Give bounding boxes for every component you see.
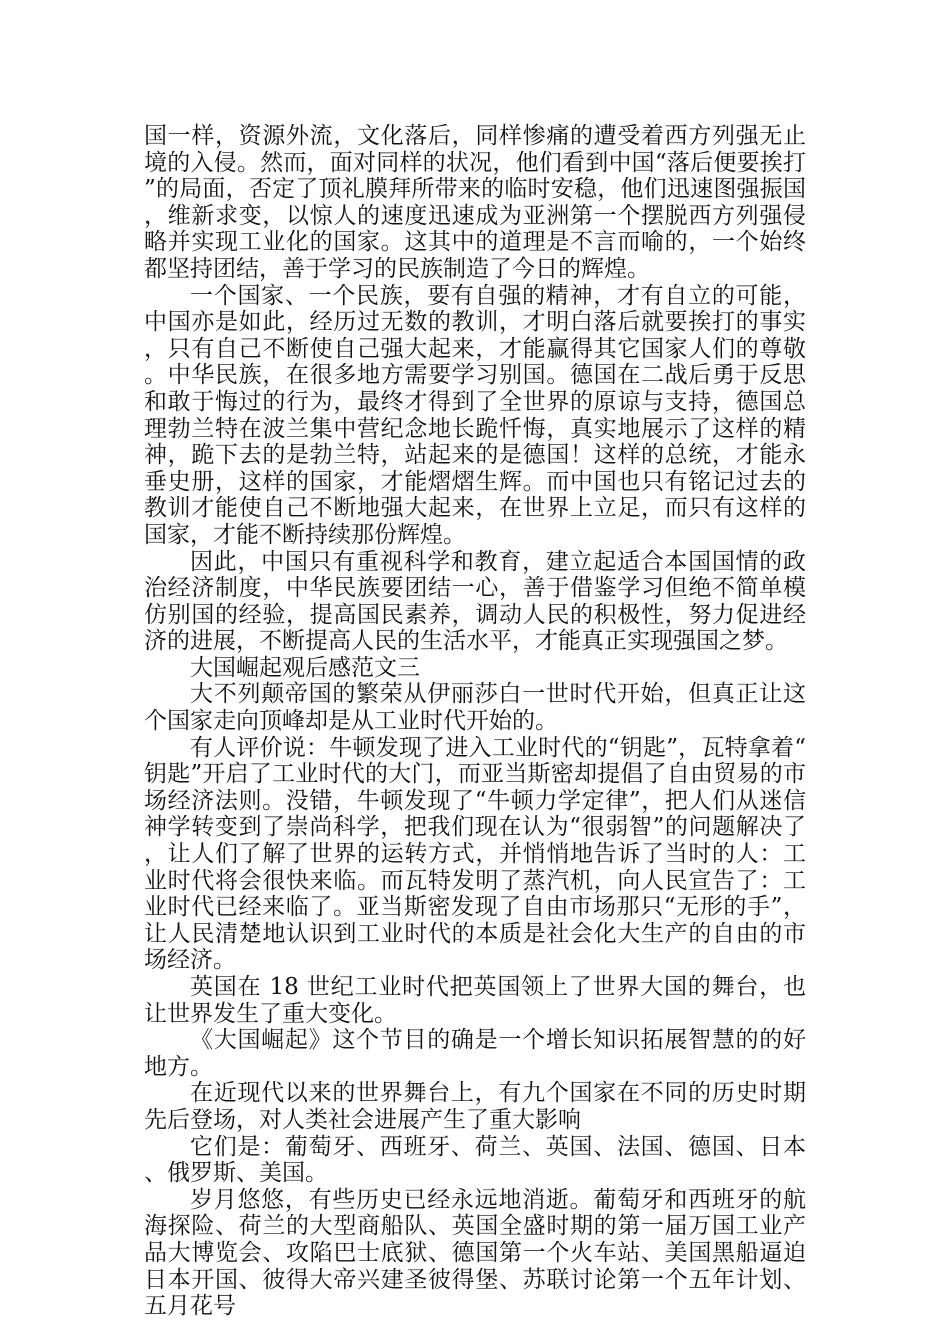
paragraph-2: 一个国家、一个民族，要有自强的精神，才有自立的可能，中国亦是如此，经历过无数的教训，才明白落后就要挨打的事实，只有自己不断使自己强大起来，才能赢得其它国家人们的尊敬。中华民族，在很多地方需要学习别国。德国在二战后勇于反思和敢于悔过的行为，最终才得到了全世界的原谅与支持，德国总理勃兰特在波兰集中营纪念地长跪忏悔，真实地展示了这样的精神，跪下去的是勃兰特，站起来的是德国！这样的总统，才能永垂史册，这样的国家，才能熠熠生辉。而中国也只有铭记过去的教训才能使自己不断地强大起来，在世界上立足，而只有这样的国家，才能不断持续那份辉煌。 (144, 282, 806, 548)
section-heading: 大国崛起观后感范文三 (190, 654, 420, 681)
paragraph-1: 国一样，资源外流，文化落后，同样惨痛的遭受着西方列强无止境的入侵。然而，面对同样的状况，他们看到中国“落后便要挨打”的局面，否定了顶礼膜拜所带来的临时安稳，他们迅速图强振国，维新求变，以惊人的速度迅速成为亚洲第一个摆脱西方列强侵略并实现工业化的国家。这其中的道理是不言而喻的，一个始终都坚持团结，善于学习的民族制造了今日的辉煌。 (144, 123, 806, 282)
paragraph-11: 岁月悠悠，有些历史已经永远地消逝。葡萄牙和西班牙的航海探险、荷兰的大型商船队、英国全盛时期的第一届万国工业产品大博览会、攻陷巴士底狱、德国第一个火车站、美国黑船逼迫日本开国、彼得大帝兴建圣彼得堡、苏联讨论第一个五年计划、五月花号 (144, 1186, 806, 1320)
document-body (144, 123, 806, 1320)
paragraph-9: 在近现代以来的世界舞台上，有九个国家在不同的历史时期先后登场，对人类社会进展产生了重大影响 (144, 1080, 806, 1133)
paragraph-3: 因此，中国只有重视科学和教育，建立起适合本国国情的政治经济制度，中华民族要团结一心，善于借鉴学习但绝不简单模仿别国的经验，提高国民素养，调动人民的积极性，努力促进经济的进展，不断提高人民的生活水平，才能真正实现强国之梦。 (144, 548, 806, 655)
paragraph-5: 大不列颠帝国的繁荣从伊丽莎白一世时代开始，但真正让这个国家走向顶峰却是从工业时代开始的。 (144, 681, 806, 735)
paragraph-7: 英国在 18 世纪工业时代把英国领上了世界大国的舞台，也让世界发生了重大变化。 (144, 974, 806, 1027)
paragraph-6: 有人评价说：牛顿发现了进入工业时代的“钥匙”，瓦特拿着“钥匙”开启了工业时代的大门，而亚当斯密却提倡了自由贸易的市场经济法则。没错，牛顿发现了“牛顿力学定律”，把人们从迷信神学转变到了崇尚科学，把我们现在认为“很弱智”的问题解决了，让人们了解了世界的运转方式，并悄悄地告诉了当时的人：工业时代将会很快来临。而瓦特发明了蒸汽机，向人民宣告了：工业时代已经来临了。亚当斯密发现了自由市场那只“无形的手”，让人民清楚地认识到工业时代的本质是社会化大生产的自由的市场经济。 (144, 734, 806, 974)
paragraph-10: 它们是：葡萄牙、西班牙、荷兰、英国、法国、德国、日本、俄罗斯、美国。 (144, 1133, 806, 1187)
paragraph-8: 《大国崛起》这个节目的确是一个增长知识拓展智慧的的好地方。 (144, 1027, 806, 1080)
